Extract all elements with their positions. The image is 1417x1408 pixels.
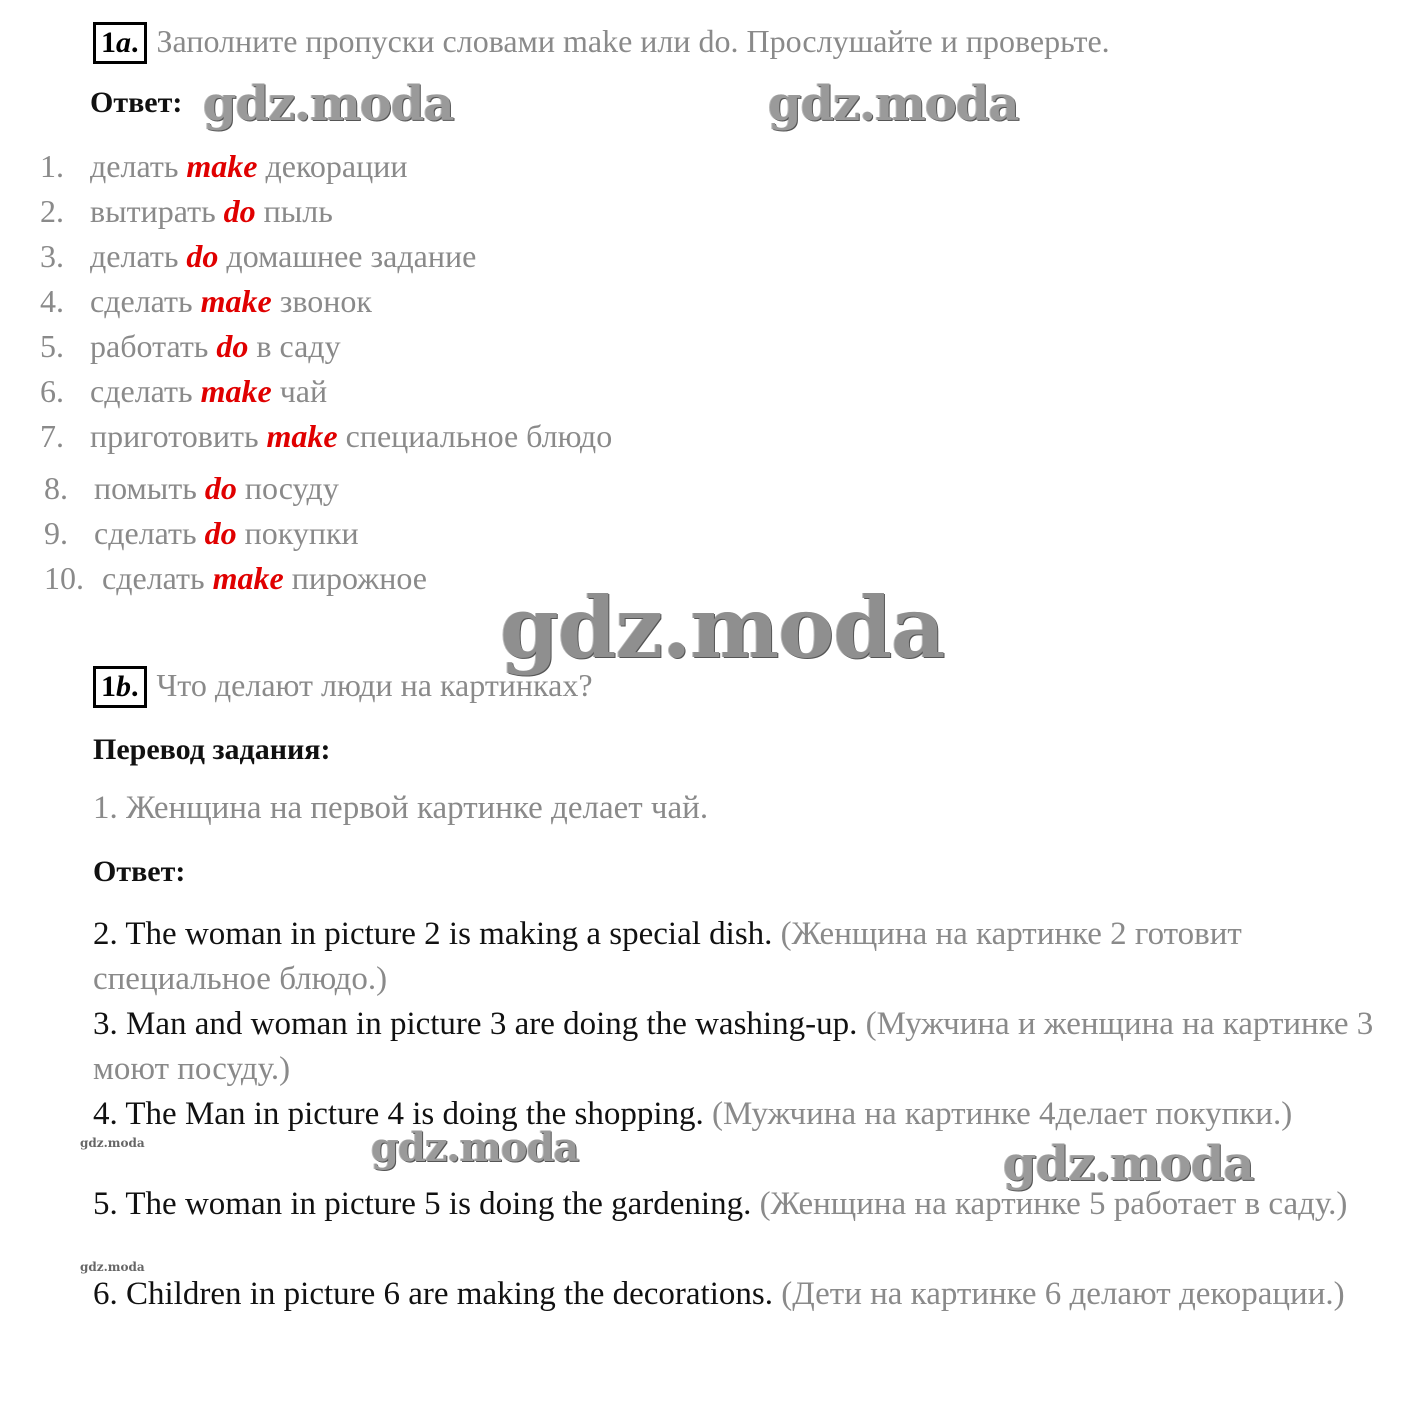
list-item: 10. сделать make пирожное	[44, 560, 427, 596]
list-item: 9. сделать do покупки	[44, 515, 359, 551]
translation-label: Перевод задания:	[93, 733, 331, 766]
answer-word: do	[204, 470, 237, 506]
watermark: gdz.moda	[80, 1260, 145, 1274]
watermark: gdz.moda	[203, 76, 454, 132]
answer-list	[40, 146, 612, 603]
answer-paragraph: 3. Man and woman in picture 3 are doing the washing-up. (Мужчина и женщина на картинке 3 моют посуду.)	[93, 1006, 1374, 1087]
list-item: 5. работать do в саду	[40, 328, 341, 364]
list-item: 6. сделать make чай	[40, 373, 328, 409]
watermark: gdz.moda	[768, 76, 1019, 132]
list-item: 2. вытирать do пыль	[40, 193, 333, 229]
answer-word: do	[216, 328, 249, 364]
translation-example: 1. Женщина на первой картинке делает чай.	[93, 790, 709, 826]
watermark: gdz.moda	[371, 1124, 579, 1171]
answer-word: make	[200, 283, 272, 319]
list-item: 4. сделать make звонок	[40, 283, 372, 319]
watermark: gdz.moda	[500, 578, 945, 677]
task-number-box: 1a.	[93, 22, 147, 64]
answer-word: do	[186, 238, 219, 274]
list-item: 8. помыть do посуду	[44, 470, 339, 506]
task-number-box: 1b.	[93, 666, 147, 708]
list-item: 1. делать make декорации	[40, 148, 408, 184]
task-instruction: Что делают люди на картинках?	[156, 667, 593, 703]
watermark: gdz.moda	[80, 1136, 145, 1150]
answer-word: do	[204, 515, 237, 551]
answer-word: make	[200, 373, 272, 409]
answer-paragraph: 5. The woman in picture 5 is doing the gardening. (Женщина на картинке 5 работает в саду.)	[93, 1186, 1348, 1222]
list-item: 7. приготовить make специальное блюдо	[40, 418, 613, 454]
answer-word: do	[223, 193, 256, 229]
task-1b-header	[93, 666, 593, 708]
answer-label: Ответ:	[90, 86, 183, 119]
task-instruction: Заполните пропуски словами make или do. Прослушайте и проверьте.	[156, 23, 1110, 59]
answer-label: Ответ:	[93, 855, 186, 888]
watermark: gdz.moda	[1003, 1136, 1254, 1192]
answer-paragraph: 4. The Man in picture 4 is doing the shopping. (Мужчина на картинке 4делает покупки.)	[93, 1096, 1293, 1132]
answer-word: make	[266, 418, 338, 454]
list-item: 3. делать do домашнее задание	[40, 238, 477, 274]
answer-paragraph: 6. Children in picture 6 are making the decorations. (Дети на картинке 6 делают декорации.)	[93, 1276, 1345, 1312]
answer-word: make	[186, 148, 258, 184]
answer-word: make	[212, 560, 284, 596]
answer-paragraph: 2. The woman in picture 2 is making a special dish. (Женщина на картинке 2 готовит специальное блюдо.)	[93, 916, 1242, 997]
task-1a-header	[93, 22, 1110, 64]
